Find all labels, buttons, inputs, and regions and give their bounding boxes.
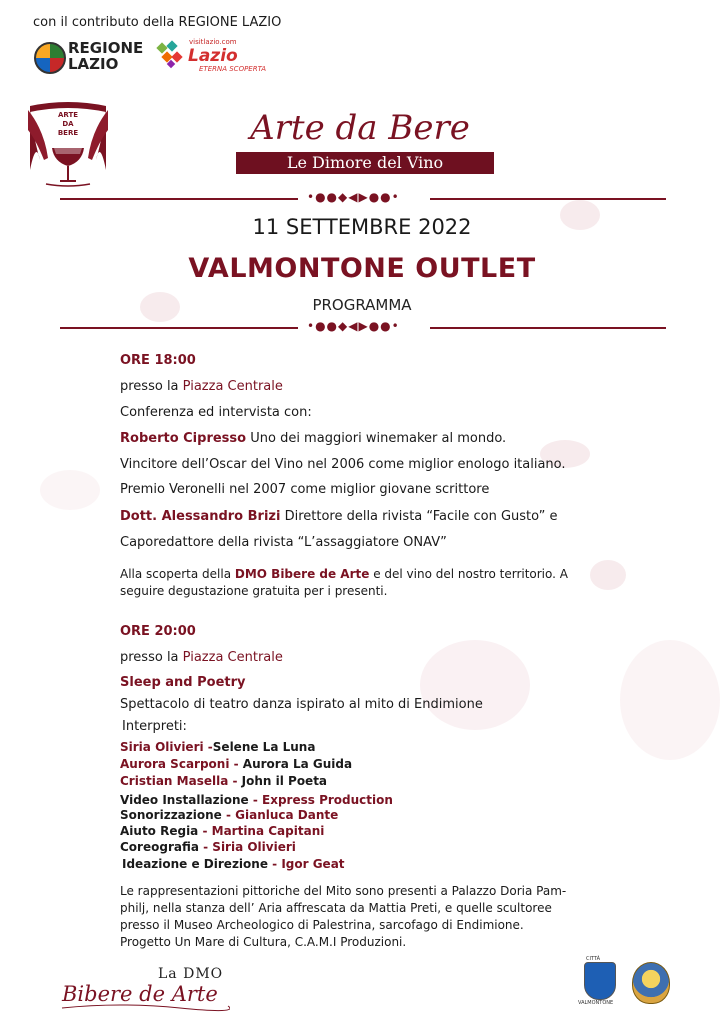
credit-row xyxy=(122,857,345,871)
credit-label: Video Installazione xyxy=(120,793,249,807)
note-line: philj, nella stanza dell’ Aria affrescata da Mattia Preti, e quelle scultoree xyxy=(120,901,552,915)
event-venue: VALMONTONE OUTLET xyxy=(188,253,536,284)
cast-row xyxy=(120,757,352,771)
guest2-name: Dott. Alessandro Brizi xyxy=(120,509,281,524)
badge-line2: DA xyxy=(62,120,74,128)
visit-lazio-name: Lazio xyxy=(188,46,238,66)
visit-lazio-mark-icon xyxy=(156,40,186,70)
guest1-award1: Vincitore dell’Oscar del Vino nel 2006 come miglior enologo italiano. xyxy=(120,457,566,472)
regione-lazio-line1: REGIONE xyxy=(68,39,144,57)
guest1-desc: Uno dei maggiori winemaker al mondo. xyxy=(246,431,507,446)
badge-line3: BERE xyxy=(57,129,79,137)
divider-ornament-icon: •●●◆◀▶●●• xyxy=(307,190,400,204)
cast-row xyxy=(120,774,327,788)
cast-sep: - xyxy=(229,757,243,771)
credit-name: Express Production xyxy=(262,793,393,807)
contribution-line: con il contributo della REGIONE LAZIO xyxy=(33,15,282,30)
dmo-name: Bibere de Arte xyxy=(62,982,218,1006)
credit-label: Coreografia xyxy=(120,840,199,854)
regione-lazio-logo xyxy=(68,40,143,72)
theatre-badge-text xyxy=(52,111,84,138)
discovery-line2: seguire degustazione gratuita per i presenti. xyxy=(120,584,388,598)
brand-subtitle-banner: Le Dimore del Vino xyxy=(236,152,494,174)
credit-row xyxy=(120,793,393,807)
note-line: Progetto Un Mare di Cultura, C.A.M.I Produzioni. xyxy=(120,935,407,949)
cast-row xyxy=(120,740,315,754)
credit-row xyxy=(120,824,324,838)
time-2000: ORE 20:00 xyxy=(120,624,196,639)
credit-name: Gianluca Dante xyxy=(235,808,339,822)
time-1800: ORE 18:00 xyxy=(120,353,196,368)
conference-intro: Conferenza ed intervista con: xyxy=(120,405,312,420)
cast-actor: Siria Olivieri xyxy=(120,740,204,754)
badge-line1: ARTE xyxy=(57,111,79,119)
location-line xyxy=(120,650,283,665)
location-name: Piazza Centrale xyxy=(182,650,283,665)
wine-stain xyxy=(420,640,530,730)
show-description: Spettacolo di teatro danza ispirato al mito di Endimione xyxy=(120,697,483,712)
valmontone-crest-icon xyxy=(584,962,616,1000)
credit-sep: - xyxy=(198,840,213,854)
wine-stain xyxy=(40,470,100,510)
credit-sep: - xyxy=(267,857,282,871)
cast-actor: Cristian Masella xyxy=(120,774,229,788)
dmo-underline-flourish xyxy=(60,1000,230,1012)
wine-stain xyxy=(620,640,720,760)
credit-label: Ideazione e Direzione xyxy=(122,857,268,871)
credit-label: Sonorizzazione xyxy=(120,808,222,822)
credit-name: Igor Geat xyxy=(281,857,345,871)
visit-lazio-url: visitlazio.com xyxy=(189,38,237,46)
cast-sep: - xyxy=(203,740,213,754)
cast-role: John il Poeta xyxy=(241,774,328,788)
cast-sep: - xyxy=(228,774,242,788)
city-label-top: CITTÀ xyxy=(586,956,601,962)
divider-ornament-icon: •●●◆◀▶●●• xyxy=(307,319,400,333)
divider-left xyxy=(60,327,298,329)
divider-left xyxy=(60,198,298,200)
credit-name: Siria Olivieri xyxy=(212,840,296,854)
guest2-desc: Direttore della rivista “Facile con Gusto” e xyxy=(280,509,558,524)
guest1-award2: Premio Veronelli nel 2007 come miglior giovane scrittore xyxy=(120,482,490,497)
municipal-seal-icon xyxy=(632,962,670,1004)
location-prefix: presso la xyxy=(120,650,179,665)
credit-row xyxy=(120,808,338,822)
brand-title: Arte da Bere xyxy=(250,108,470,148)
visit-lazio-tagline: ETERNA SCOPERTA xyxy=(199,65,267,73)
wine-stain xyxy=(590,560,626,590)
guest2-desc2: Caporedattore della rivista “L’assaggiatore ONAV” xyxy=(120,535,447,550)
credit-sep: - xyxy=(198,824,212,838)
guest1-line xyxy=(120,431,506,446)
show-title: Sleep and Poetry xyxy=(120,675,246,690)
dmo-prefix: La DMO xyxy=(158,966,224,982)
city-label-bottom: VALMONTONE xyxy=(578,1000,614,1006)
credit-label: Aiuto Regia xyxy=(120,824,199,838)
divider-right xyxy=(430,327,666,329)
discovery-dmo: DMO Bibere de Arte xyxy=(234,567,370,581)
event-date: 11 SETTEMBRE 2022 xyxy=(252,215,472,239)
regione-lazio-emblem-icon xyxy=(34,42,66,74)
guest2-line xyxy=(120,509,558,524)
divider-right xyxy=(430,198,666,200)
location-name: Piazza Centrale xyxy=(182,379,283,394)
credit-sep: - xyxy=(248,793,263,807)
location-line xyxy=(120,379,283,394)
discovery-pre: Alla scoperta della xyxy=(120,567,235,581)
credit-sep: - xyxy=(221,808,236,822)
credit-name: Martina Capitani xyxy=(211,824,325,838)
program-label: PROGRAMMA xyxy=(312,296,412,314)
cast-role: Selene La Luna xyxy=(212,740,316,754)
guest1-name: Roberto Cipresso xyxy=(120,431,247,446)
note-line: Le rappresentazioni pittoriche del Mito sono presenti a Palazzo Doria Pam- xyxy=(120,884,567,898)
cast-role: Aurora La Guida xyxy=(242,757,353,771)
discovery-post: e del vino del nostro territorio. A xyxy=(369,567,568,581)
regione-lazio-line2: LAZIO xyxy=(68,55,119,73)
cast-label: Interpreti: xyxy=(122,719,187,734)
cast-actor: Aurora Scarponi xyxy=(120,757,230,771)
discovery-line1 xyxy=(120,567,568,581)
credit-row xyxy=(120,840,296,854)
location-prefix: presso la xyxy=(120,379,179,394)
note-line: presso il Museo Archeologico di Palestrina, sarcofago di Endimione. xyxy=(120,918,524,932)
